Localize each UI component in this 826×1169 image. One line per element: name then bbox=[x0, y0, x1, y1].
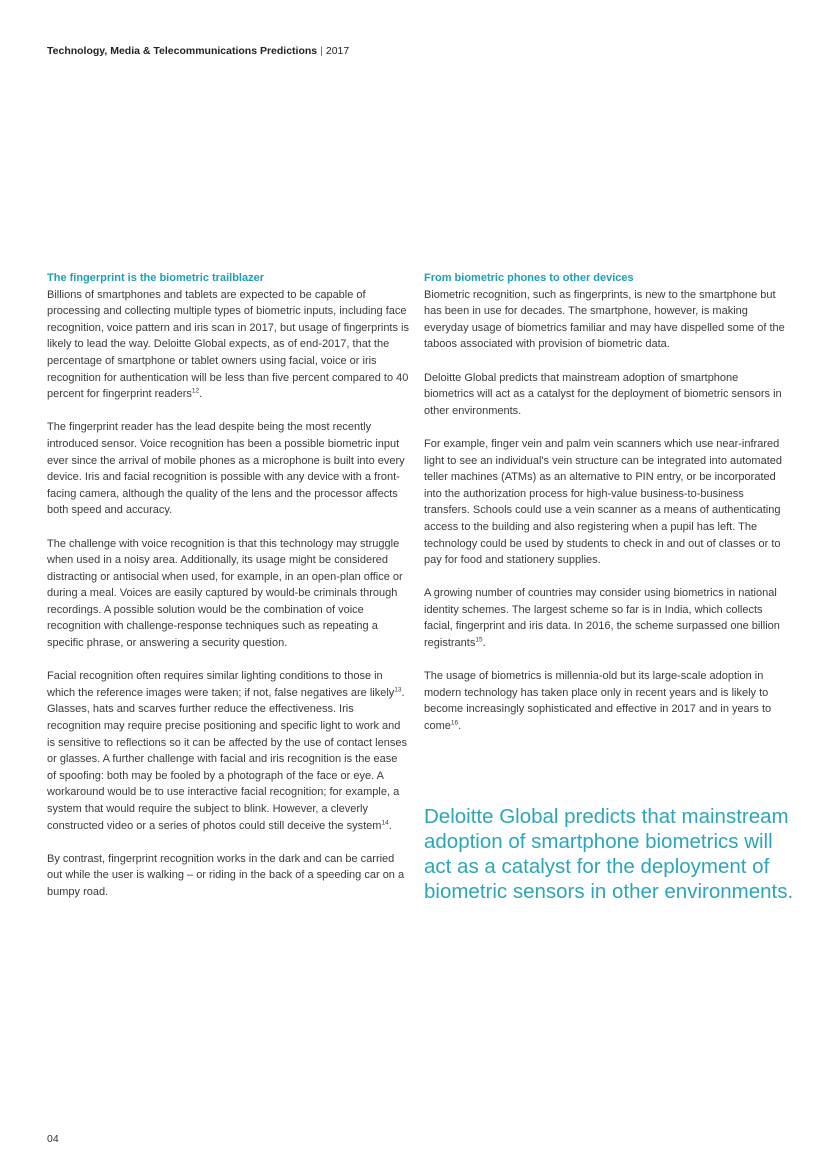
paragraph: Biometric recognition, such as fingerprints, is new to the smartphone but has been in use for decades. The smartphone, however, is making everyday usage of biometrics familiar and may have dispelled some of the taboos associated with provision of biometric data. bbox=[424, 288, 785, 351]
header-separator: | bbox=[320, 45, 323, 57]
header-year: 2017 bbox=[325, 45, 350, 57]
paragraph: By contrast, fingerprint recognition works in the dark and can be carried out while the user is walking – or riding in the back of a speeding car on a bumpy road. bbox=[47, 852, 405, 898]
section-heading-devices: From biometric phones to other devices bbox=[424, 272, 634, 284]
paragraph: The challenge with voice recognition is that this technology may struggle when used in a noisy area. Additionally, its usage might be considered distracting or antisocial when used, for example, in an open-plan office or during a meal. Voices are easily captured by would-be criminals through recordings. A possible solution would be the combination of voice recognition with challenge-response techniques such as repeating a specific phrase, or answering a security question. bbox=[47, 537, 403, 650]
footnote-ref: 12 bbox=[191, 387, 200, 395]
footnote-ref: 14 bbox=[381, 818, 389, 826]
page-number: 04 bbox=[47, 1133, 59, 1145]
paragraph: Facial recognition often requires similar lighting conditions to those in which the reference images were taken; if not, false negatives are likely$^{13}$. Glasses, hats and scarves further reduce the effectiveness. Iris recognition may require precise positioning and specific light to work and is sensitive to reflections so it can be affected by the use of contact lenses or glasses. A further challenge with facial and iris recognition is the ease of spoofing: both may be fooled by a photograph of the face or eye. A workaround would be to use interactive facial recognition; for example, a system that would require the subject to blink. However, a cleverly constructed video or a series of photos could still deceive the system$^{14}$. bbox=[47, 670, 407, 832]
paragraph: Deloitte Global predicts that mainstream adoption of smartphone biometrics will act as a catalyst for the deployment of biometric sensors in other environments. bbox=[424, 371, 782, 417]
header-title: Technology, Media & Telecommunications Predictions bbox=[47, 45, 318, 57]
footnote-ref: 13 bbox=[394, 686, 402, 694]
footnote-ref: 15 bbox=[475, 636, 483, 644]
paragraph: Billions of smartphones and tablets are expected to be capable of processing and collecting multiple types of biometric inputs, including face recognition, voice pattern and iris scan in 2017, but usage of fingerprints is likely to lead the way. Deloitte Global expects, as of end-2017, that the percentage of smartphone or tablet owners using facial, voice or iris recognition for authentication will be less than five percent compared to 40 percent for fingerprint readers$^{12}$. bbox=[47, 288, 409, 401]
running-header bbox=[47, 45, 349, 57]
paragraph: The usage of biometrics is millennia-old but its large-scale adoption in modern technology has taken place only in recent years and is likely to become increasingly sophisticated and effective in 2017 and in years to come$^{16}$. bbox=[424, 670, 772, 733]
left-column bbox=[47, 270, 409, 917]
section-heading-fingerprint: The fingerprint is the biometric trailblazer bbox=[47, 272, 264, 284]
paragraph: A growing number of countries may consider using biometrics in national identity schemes. The largest scheme so far is in India, which collects facial, fingerprint and iris data. In 2016, the scheme surpassed one billion registrants$^{15}$. bbox=[424, 587, 780, 650]
footnote-ref: 16 bbox=[450, 719, 459, 727]
paragraph: The fingerprint reader has the lead despite being the most recently introduced sensor. Voice recognition has been a possible biometric input ever since the arrival of mobile phones as a microphone is built into every device. Iris and facial recognition is possible with any device with a front-facing camera, although the quality of the lens and the processor affects both speed and accuracy. bbox=[47, 421, 405, 517]
right-column bbox=[424, 270, 786, 751]
pull-quote: Deloitte Global predicts that mainstream adoption of smartphone biometrics will act as a catalyst for the deployment of biometric sensors in other environments. bbox=[424, 805, 794, 903]
paragraph: For example, finger vein and palm vein scanners which use near-infrared light to see an individual's vein structure can be integrated into automated teller machines (ATMs) as an alternative to PIN entry, or be incorporated into the authorization process for high-value business-to-business transfers. Schools could use a vein scanner as a means of authenticating access to the building and also registering when a pupil has left. The technology could be used by students to check in and out of classes or to pay for food and stationery supplies. bbox=[424, 437, 782, 567]
